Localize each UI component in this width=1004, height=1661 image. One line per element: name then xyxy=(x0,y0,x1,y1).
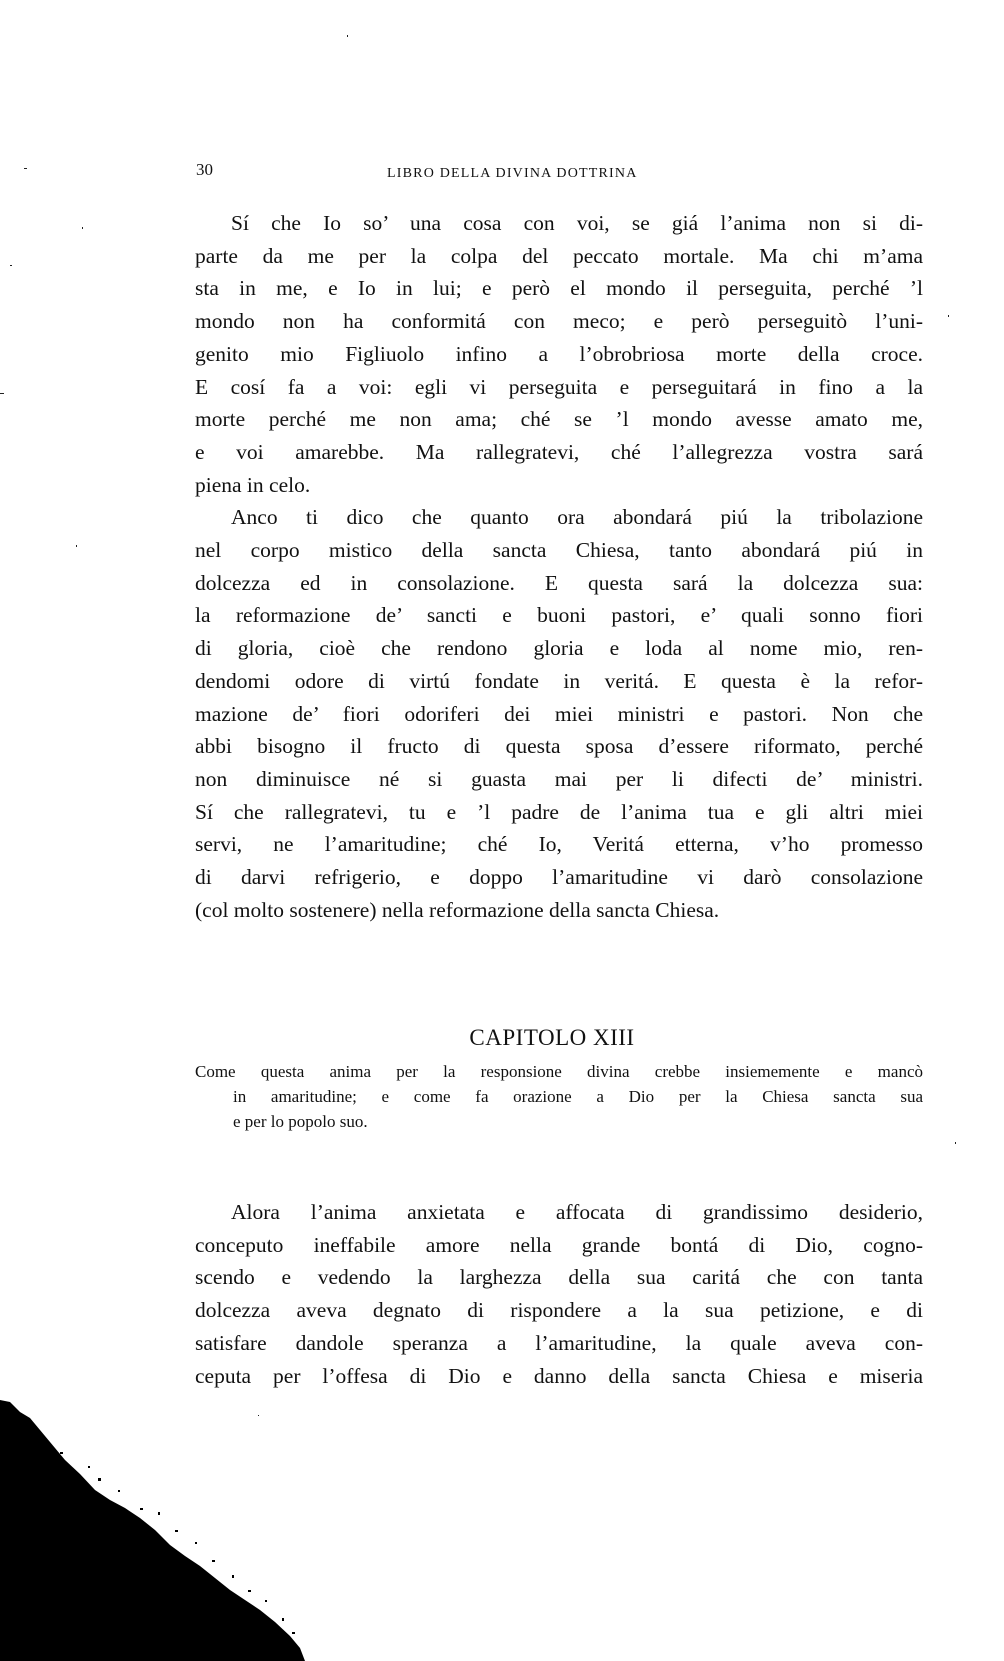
scan-speck xyxy=(82,227,83,229)
scan-speck xyxy=(948,315,949,317)
text-line: di gloria, cioè che rendono gloria e loda al nome mio, ren- xyxy=(195,636,923,661)
scan-shadow-fill xyxy=(0,1400,305,1661)
text-line: servi, ne l’amaritudine; ché Io, Veritá etterna, v’ho promesso xyxy=(195,832,923,857)
text-line: ceputa per l’offesa di Dio e danno della sancta Chiesa e miseria xyxy=(195,1363,923,1388)
text-line: scendo e vedendo la larghezza della sua caritá che con tanta xyxy=(195,1265,923,1290)
text-line: Sí che Io so’ una cosa con voi, se giá l’anima non si di- xyxy=(231,211,923,235)
text-line: Sí che rallegratevi, tu e ’l padre de l’anima tua e gli altri miei xyxy=(195,799,923,824)
text-line: (col molto sostenere) nella reformazione della sancta Chiesa. xyxy=(195,897,720,922)
chapter-summary xyxy=(195,1059,923,1134)
text-line: genito mio Figliuolo infino a l’obrobriosa morte della croce. xyxy=(195,341,923,366)
summary-line: Come questa anima per la responsione divina crebbe insiememente e mancò xyxy=(195,1062,923,1081)
running-head: LIBRO DELLA DIVINA DOTTRINA xyxy=(387,166,638,181)
text-line: Alora l’anima anxietata e affocata di grandissimo desiderio, xyxy=(231,1200,923,1224)
summary-line: in amaritudine; e come fa orazione a Dio per la Chiesa sancta sua xyxy=(233,1087,923,1106)
scan-speck xyxy=(258,1415,259,1416)
text-line: dolcezza aveva degnato di rispondere a la sua petizione, e di xyxy=(195,1298,923,1323)
scan-speck xyxy=(10,265,12,266)
body-text-section-2 xyxy=(195,1196,923,1392)
text-line: Anco ti dico che quanto ora abondará piú la tribolazione xyxy=(231,505,923,530)
text-line: abbi bisogno il fructo di questa sposa d’essere riformato, perché xyxy=(195,734,923,759)
text-line: e voi amarebbe. Ma rallegratevi, ché l’allegrezza vostra sará xyxy=(195,439,923,464)
text-line: mondo non ha conformitá con meco; e però perseguitò l’uni- xyxy=(195,309,923,334)
text-line: la reformazione de’ sancti e buoni pastori, e’ quali sonno fiori xyxy=(195,603,923,628)
page-number: 30 xyxy=(196,160,213,179)
chapter-title: CAPITOLO XIII xyxy=(469,1025,635,1050)
text-line: non diminuisce né si guasta mai per li difecti de’ ministri. xyxy=(195,766,923,791)
summary-line: e per lo popolo suo. xyxy=(233,1112,368,1131)
text-line: nel corpo mistico della sancta Chiesa, tanto abondará piú in xyxy=(195,538,923,563)
text-line: morte perché me non ama; ché se ’l mondo avesse amato me, xyxy=(195,407,923,432)
text-line: parte da me per la colpa del peccato mortale. Ma chi m’ama xyxy=(195,243,923,268)
text-line: conceputo ineffabile amore nella grande bontá di Dio, cogno- xyxy=(195,1232,923,1257)
scan-speck xyxy=(24,168,27,169)
scan-speck xyxy=(76,545,77,547)
text-line: di darvi refrigerio, e doppo l’amaritudine vi darò consolazione xyxy=(195,865,923,890)
text-line: sta in me, e Io in lui; e però el mondo il perseguita, perché ’l xyxy=(195,276,923,301)
body-text-section-1 xyxy=(195,207,923,926)
text-line: dolcezza ed in consolazione. E questa sará la dolcezza sua: xyxy=(195,570,923,595)
text-line: mazione de’ fiori odoriferi dei miei ministri e pastori. Non che xyxy=(195,701,923,726)
scan-speck xyxy=(347,35,348,37)
scan-speck xyxy=(955,1142,956,1144)
text-line: dendomi odore di virtú fondate in veritá. E questa è la refor- xyxy=(195,668,923,693)
text-line: E cosí fa a voi: egli vi perseguita e perseguitará in fino a la xyxy=(195,374,923,399)
text-line: satisfare dandole speranza a l’amaritudine, la quale aveva con- xyxy=(195,1330,923,1355)
text-line: piena in celo. xyxy=(195,472,311,497)
scan-shadow-noise xyxy=(28,1425,295,1634)
scan-speck xyxy=(0,393,4,394)
